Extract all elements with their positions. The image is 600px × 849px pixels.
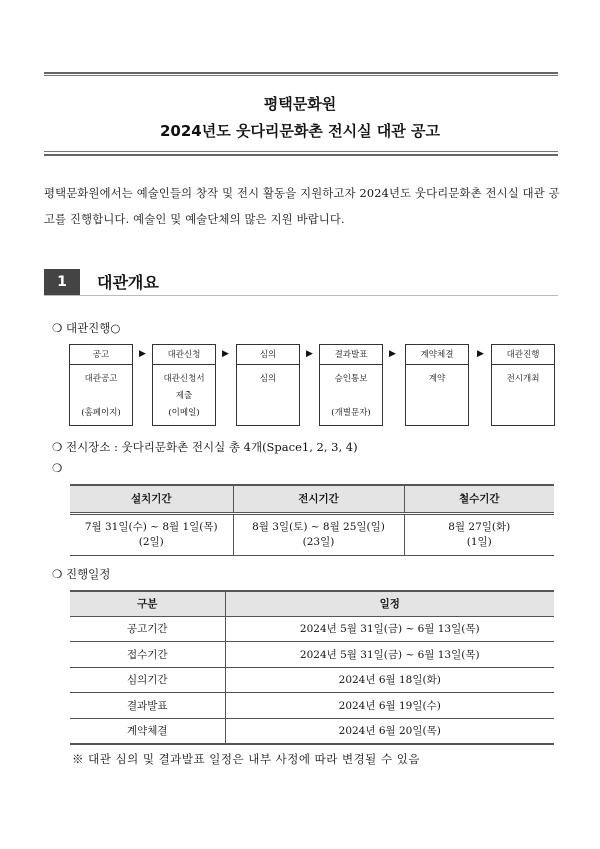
schedule-date: 2024년 5월 31일(금) ~ 6월 13일(목) <box>225 616 554 642</box>
table-cell <box>70 513 233 555</box>
schedule-table <box>70 590 554 745</box>
section-divider <box>44 295 558 296</box>
flow-step-notice <box>69 344 133 426</box>
flow-step-head: 계약체결 <box>406 345 468 365</box>
table-header-row <box>70 485 554 513</box>
period-dates: 7월 31일(수) ~ 8월 1일(목) <box>84 520 218 533</box>
schedule-date: 2024년 6월 20일(목) <box>225 718 554 744</box>
bullet-venue: ❍ 전시장소 : 웃다리문화촌 전시실 총 4개(Space1, 2, 3, 4) <box>52 440 358 454</box>
flow-step-line: 계약 <box>428 374 446 384</box>
section-number: 1 <box>44 269 80 295</box>
flow-step-line: (이메일) <box>168 408 200 418</box>
table-header-cell: 철수기간 <box>404 485 554 513</box>
flow-step-line: 대관신청서 <box>163 374 205 384</box>
table-row <box>70 693 554 719</box>
schedule-date: 2024년 6월 18일(화) <box>225 667 554 693</box>
schedule-date: 2024년 5월 31일(금) ~ 6월 13일(목) <box>225 642 554 668</box>
top-rule <box>44 72 558 74</box>
table-cell <box>404 513 554 555</box>
flow-arrow-icon: ▶ <box>306 349 313 359</box>
flow-step-line: 전시개최 <box>506 374 540 384</box>
bullet-process: ❍ 대관진행○ <box>52 321 121 335</box>
flow-step-result <box>319 344 383 426</box>
table-header-cell: 일정 <box>225 591 554 616</box>
flow-step-head: 대관진행 <box>492 345 554 365</box>
top-rule-thin <box>44 75 558 76</box>
flow-step-head: 심의 <box>237 345 299 365</box>
flow-step-review <box>236 344 300 426</box>
schedule-note: ※ 대관 심의 및 결과발표 일정은 내부 사정에 따라 변경될 수 있음 <box>72 752 420 766</box>
flow-step-line: (홈페이지) <box>81 408 121 418</box>
period-dates: 8월 3일(토) ~ 8월 25일(일) <box>252 520 385 533</box>
flow-step-apply <box>152 344 216 426</box>
bullet-schedule: ❍ 진행일정 <box>52 567 111 581</box>
flow-step-line: (개별문자) <box>331 408 371 418</box>
page-title: 2024년도 웃다리문화촌 전시실 대관 공고 <box>160 122 440 140</box>
schedule-date: 2024년 6월 19일(수) <box>225 693 554 719</box>
flow-step-exhibit <box>491 344 555 426</box>
flow-step-line: 승인통보 <box>334 374 368 384</box>
flow-step-head: 공고 <box>70 345 132 365</box>
table-row <box>70 616 554 642</box>
flow-arrow-icon: ▶ <box>477 349 484 359</box>
flow-step-head: 결과발표 <box>320 345 382 365</box>
table-row <box>70 513 554 555</box>
period-days: (23일) <box>302 535 335 548</box>
schedule-label: 결과발표 <box>70 693 225 719</box>
flow-step-line: 심의 <box>259 374 277 384</box>
schedule-label: 접수기간 <box>70 642 225 668</box>
table-row <box>70 642 554 668</box>
schedule-label: 심의기간 <box>70 667 225 693</box>
table-header-cell: 전시기간 <box>233 485 404 513</box>
flow-step-line <box>320 388 382 405</box>
flow-step-line: 제출 <box>175 391 193 401</box>
org-title: 평택문화원 <box>263 95 337 113</box>
table-header-cell: 구분 <box>70 591 225 616</box>
bullet-empty: ❍ <box>52 461 63 475</box>
table-row <box>70 667 554 693</box>
flow-step-line <box>70 388 132 405</box>
title-rule-thin <box>44 151 558 152</box>
table-cell <box>233 513 404 555</box>
flow-arrow-icon: ▶ <box>139 349 146 359</box>
table-row <box>70 718 554 744</box>
intro-paragraph: 평택문화원에서는 예술인들의 창작 및 전시 활동을 지원하고자 2024년도 웃다리문화촌 전시실 대관 공고를 진행합니다. 예술인 및 예술단체의 많은 지원 바랍니다. <box>44 187 560 226</box>
table-header-row <box>70 591 554 616</box>
period-days: (1일) <box>466 535 492 548</box>
period-table <box>70 484 554 556</box>
period-dates: 8월 27일(화) <box>448 520 511 533</box>
flow-step-line: 대관공고 <box>84 374 118 384</box>
period-days: (2일) <box>138 535 164 548</box>
section-title: 대관개요 <box>97 273 159 292</box>
schedule-label: 공고기간 <box>70 616 225 642</box>
schedule-label: 계약체결 <box>70 718 225 744</box>
flow-arrow-icon: ▶ <box>389 349 396 359</box>
flow-step-contract <box>405 344 469 426</box>
flow-arrow-icon: ▶ <box>222 349 229 359</box>
table-header-cell: 설치기간 <box>70 485 233 513</box>
flow-step-head: 대관신청 <box>153 345 215 365</box>
title-rule <box>44 154 558 156</box>
